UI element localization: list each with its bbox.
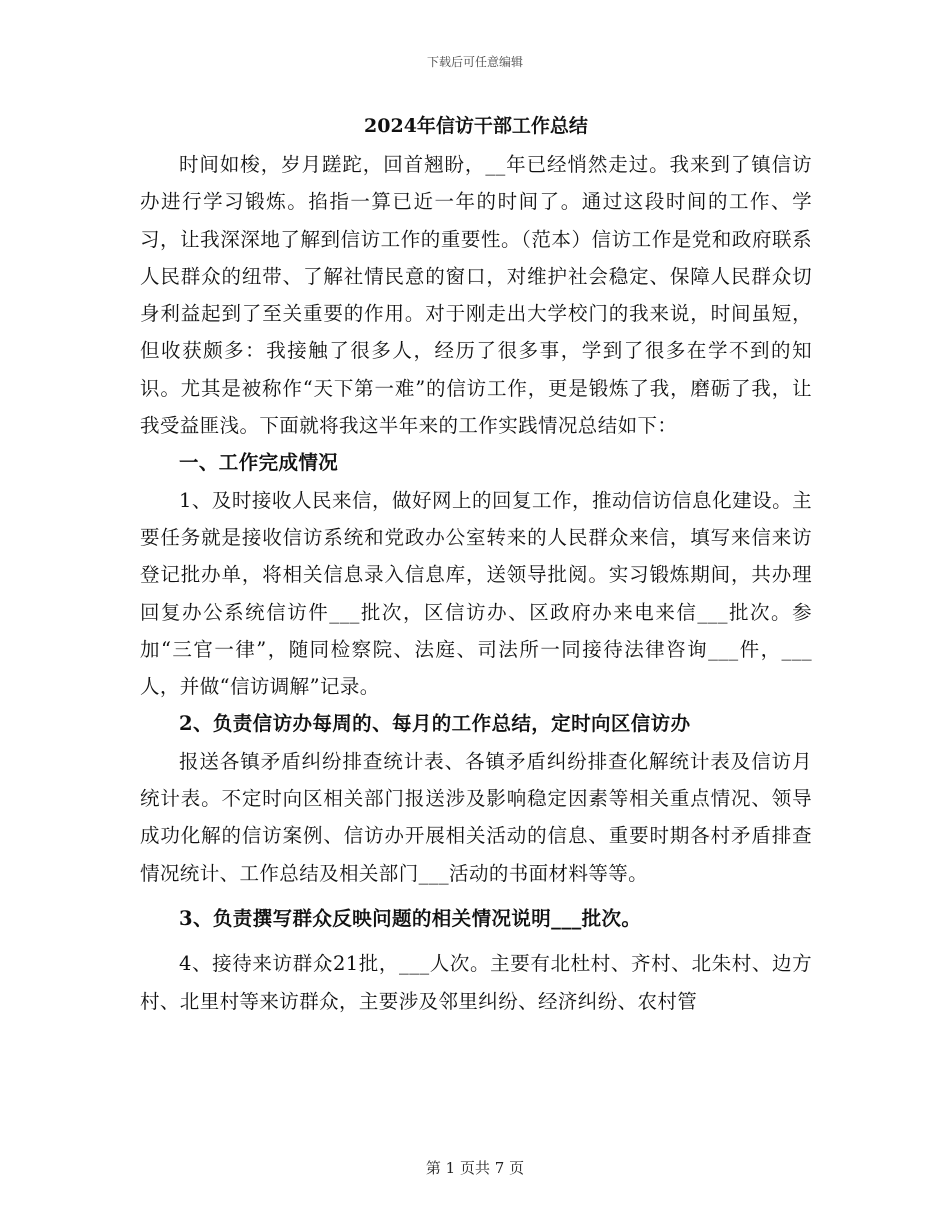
intro-paragraph: 时间如梭，岁月蹉跎，回首翘盼，__年已经悄然走过。我来到了镇信访办进行学习锻炼。掐指一算已近一年的时间了。通过这段时间的工作、学习，让我深深地了解到信访工作的重要性。（范本）信访工作是党和政府联系人民群众的纽带、了解社情民意的窗口，对维护社会稳定、保障人民群众切身利益起到了至关重要的作用。对于刚走出大学校门的我来说，时间虽短，但收获颇多：我接触了很多人，经历了很多事，学到了很多在学不到的知识。尤其是被称作“天下第一难”的信访工作，更是锻炼了我，磨砺了我，让我受益匪浅。下面就将我这半年来的工作实践情况总结如下：	[140, 153, 812, 438]
item-1-paragraph: 1、及时接收人民来信，做好网上的回复工作，推动信访信息化建设。主要任务就是接收信访系统和党政办公室转来的人民群众来信，填写来信来访登记批办单，将相关信息录入信息库，送领导批阅。实习锻炼期间，共办理回复办公系统信访件___批次，区信访办、区政府办来电来信___批次。参加“三官一律”，随同检察院、法庭、司法所一同接待法律咨询___件，___人，并做“信访调解”记录。	[140, 488, 812, 699]
page-header: 下载后可任意编辑	[426, 55, 523, 69]
item-3-heading: 3、负责撰写群众反映问题的相关情况说明___批次。	[179, 906, 642, 930]
item-2-paragraph: 报送各镇矛盾纠纷排查统计表、各镇矛盾纠纷排查化解统计表及信访月统计表。不定时向区相关部门报送涉及影响稳定因素等相关重点情况、领导成功化解的信访案例、信访办开展相关活动的信息、重要时期各村矛盾排查情况统计、工作总结及相关部门___活动的书面材料等等。	[140, 749, 812, 885]
item-4-paragraph: 4、接待来访群众21批，___人次。主要有北杜村、齐村、北朱村、边方村、北里村等来访群众，主要涉及邻里纠纷、经济纠纷、农村管	[140, 952, 812, 1013]
page-footer: 第 1 页共 7 页	[425, 1159, 525, 1177]
document-body	[140, 112, 812, 1020]
item-2-heading: 2、负责信访办每周的、每月的工作总结，定时向区信访办	[179, 712, 691, 736]
document-title: 2024年信访干部工作总结	[364, 115, 588, 137]
section-heading-1: 一、工作完成情况	[179, 451, 339, 475]
